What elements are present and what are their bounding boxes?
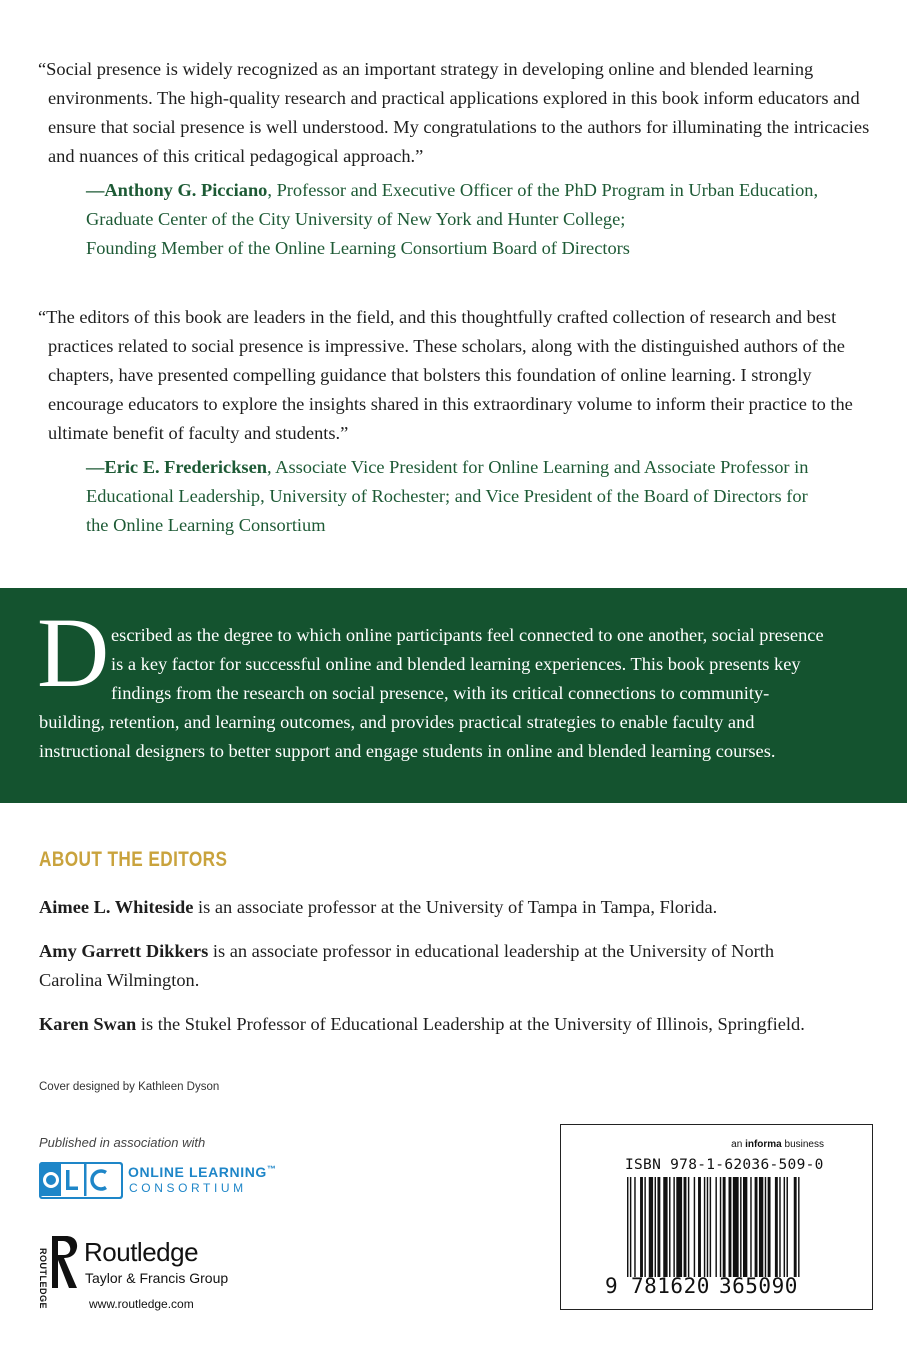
barcode-digit-first: 9 [605, 1274, 618, 1298]
endorsement-quote-1: “Social presence is widely recognized as an important strategy in developing online and blended learning environments. The high-quality research and practical applications explored in this book inform educators and ensure that social presence is well understood. My congratulations to the authors for illuminating the intricacies and nuances of this critical pedagogical approach.” [38, 59, 870, 166]
blurb-line: is a key factor for successful online and blended learning experiences. This book presents key [111, 654, 801, 674]
barcode-bar [710, 1177, 711, 1277]
endorsement-attribution-1 [86, 176, 876, 263]
barcode-bar [698, 1177, 701, 1277]
barcode-bar [655, 1177, 656, 1277]
editor-name: Karen Swan [39, 1014, 137, 1034]
barcode-bar [787, 1177, 788, 1277]
editor-name: Amy Garrett Dikkers [39, 941, 209, 961]
attribution-line: Founding Member of the Online Learning Consortium Board of Directors [86, 238, 630, 258]
editor-name: Aimee L. Whiteside [39, 897, 194, 917]
endorsement-attribution-2 [86, 453, 876, 540]
drop-cap: D [37, 597, 110, 708]
barcode-bar [673, 1177, 674, 1277]
cover-credit: Cover designed by Kathleen Dyson [39, 1081, 220, 1093]
barcode-bar [688, 1177, 689, 1277]
blurb-line: escribed as the degree to which online participants feel connected to one another, social presence [111, 625, 824, 645]
routledge-spine-text: ROUTLEDGE [38, 1248, 48, 1310]
editor-bio [39, 937, 809, 995]
barcode-bar [649, 1177, 653, 1277]
barcode-bar [755, 1177, 758, 1277]
barcode-bar [704, 1177, 705, 1277]
barcode-bar [765, 1177, 766, 1277]
barcode-bar [784, 1177, 785, 1277]
barcode-digits-left: 781620 [631, 1274, 710, 1298]
attribution-line [86, 176, 876, 205]
endorser-name: —Eric E. Fredericksen [86, 457, 267, 477]
blurb-line: instructional designers to better support and engage students in online and blended learning courses. [39, 741, 776, 761]
barcode-bar [644, 1177, 645, 1277]
barcode-bar [657, 1177, 660, 1277]
barcode-block [560, 1124, 873, 1310]
endorser-name: —Anthony G. Picciano [86, 180, 268, 200]
barcode-bar [630, 1177, 631, 1277]
attribution-line [86, 453, 876, 482]
olc-logo-frame [39, 1162, 123, 1199]
barcode-bar [775, 1177, 778, 1277]
barcode-icon [625, 1177, 801, 1277]
barcode-bar [750, 1177, 751, 1277]
barcode-bar [723, 1177, 726, 1277]
barcode-bar [743, 1177, 747, 1277]
publisher-group: Taylor & Francis Group [85, 1270, 229, 1286]
barcode-bar [715, 1177, 716, 1277]
attribution-line: Educational Leadership, University of Rochester; and Vice President of the Board of Directors for [86, 486, 808, 506]
blurb-line: findings from the research on social presence, with its critical connections to community- [111, 683, 770, 703]
endorser-title: , Associate Vice President for Online Learning and Associate Professor in [266, 457, 809, 477]
blurb-line: building, retention, and learning outcomes, and provides practical strategies to enable faculty and [39, 712, 755, 732]
publisher-url[interactable]: www.routledge.com [89, 1297, 194, 1311]
olc-name-line2: CONSORTIUM [129, 1181, 247, 1195]
barcode-bar [663, 1177, 667, 1277]
barcode-bar [798, 1177, 799, 1277]
barcode-bar [768, 1177, 771, 1277]
olc-trademark: ™ [266, 1164, 277, 1174]
barcode-bar [720, 1177, 721, 1277]
description-band [0, 588, 907, 803]
olc-name-line1 [128, 1164, 277, 1180]
endorsement-quote-2: “The editors of this book are leaders in the field, and this thoughtfully crafted collection of research and best practices related to social presence is impressive. These scholars, along with the distinguished authors of the chapters, have presented compelling guidance that bolsters this foundation of online learning. I strongly encourage educators to explore the insights shared in this extraordinary volume to inform their practice to the ultimate benefit of faculty and students.” [38, 307, 853, 443]
olc-mark-icon [41, 1164, 120, 1196]
barcode-digits-right: 365090 [719, 1274, 798, 1298]
barcode-bar [694, 1177, 695, 1277]
barcode-bar [669, 1177, 670, 1277]
about-editors-heading: ABOUT THE EDITORS [39, 848, 228, 871]
routledge-r-icon [50, 1236, 80, 1292]
tagline-prefix: an [731, 1139, 746, 1150]
barcode-bar [684, 1177, 687, 1277]
publisher-name: Routledge [84, 1237, 199, 1267]
barcode-bar [676, 1177, 682, 1277]
tagline-suffix: business [781, 1139, 824, 1150]
barcode-bar [759, 1177, 763, 1277]
tagline-bold: informa [745, 1139, 782, 1150]
informa-tagline [731, 1139, 824, 1150]
endorser-title: , Professor and Executive Officer of the PhD Program in Urban Education, [267, 180, 819, 200]
attribution-line: the Online Learning Consortium [86, 515, 326, 535]
editor-bio [39, 893, 849, 922]
olc-name-text: ONLINE LEARNING [128, 1164, 267, 1180]
barcode-bar [634, 1177, 635, 1277]
barcode-bar [640, 1177, 643, 1277]
barcode-bar [779, 1177, 780, 1277]
editor-bio [39, 1010, 849, 1039]
isbn-text: ISBN 978-1-62036-509-0 [625, 1157, 824, 1173]
editor-description: is an associate professor at the University of Tampa in Tampa, Florida. [193, 897, 718, 917]
barcode-bar [627, 1177, 628, 1277]
barcode-bar [729, 1177, 732, 1277]
editor-description: is the Stukel Professor of Educational Leadership at the University of Illinois, Springfield. [136, 1014, 805, 1034]
association-label: Published in association with [39, 1135, 206, 1150]
attribution-line: Graduate Center of the City University of New York and Hunter College; [86, 209, 626, 229]
barcode-bar [733, 1177, 739, 1277]
barcode-bar [740, 1177, 741, 1277]
editor-description: is an associate professor in educational leadership at the University of North Carolina Wilmington. [39, 941, 775, 990]
barcode-bar [794, 1177, 797, 1277]
barcode-bar [707, 1177, 708, 1277]
